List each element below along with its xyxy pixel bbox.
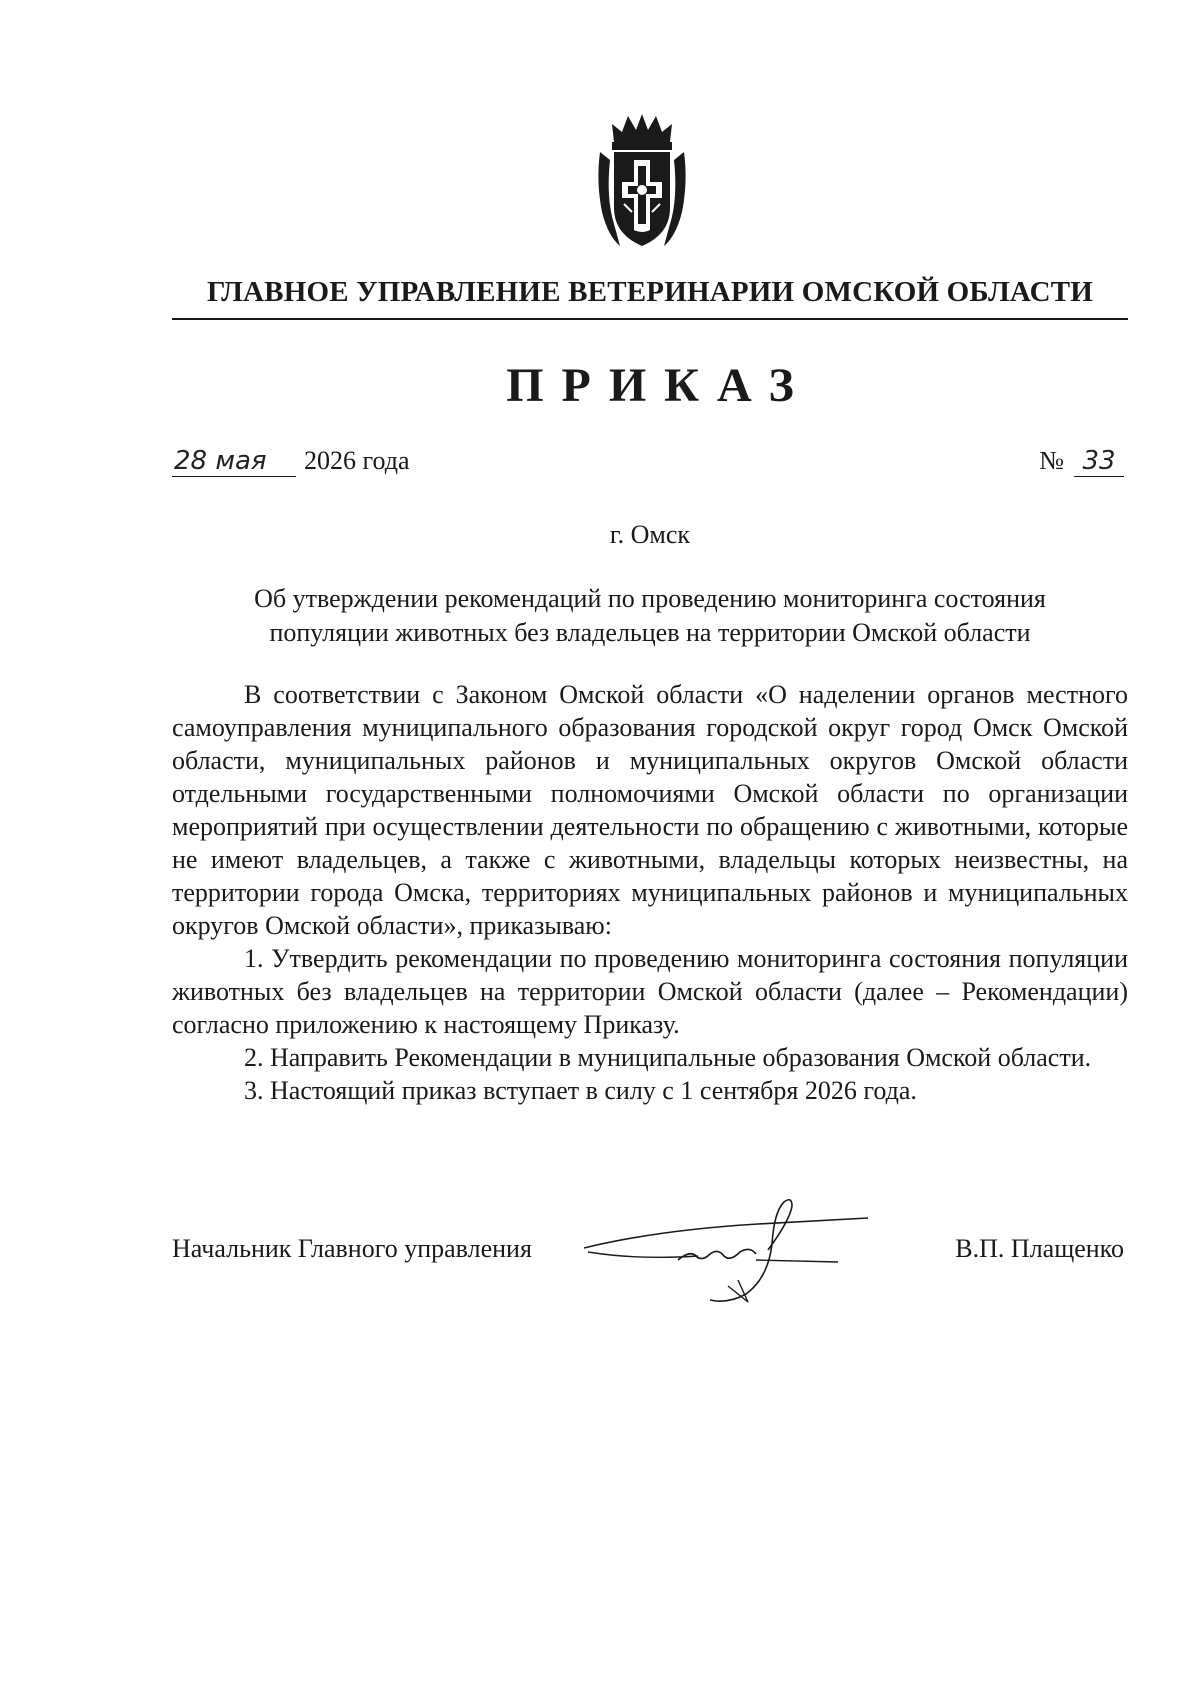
number-label: №: [1039, 446, 1064, 475]
handwritten-signature: [578, 1190, 918, 1310]
order-item-2: 2. Направить Рекомендации в муниципальные образования Омской области.: [244, 1043, 1092, 1072]
order-item-1: 1. Утвердить рекомендации по проведению мониторинга состояния популяции животных без владельцев на территории Омской области (далее – Рекомендации) согласно приложению к настоящему Приказу.: [172, 944, 1128, 1039]
preamble-paragraph: В соответствии с Законом Омской области «О наделении органов местного самоуправления муниципального образования городской округ город Омск Омской области, муниципальных районов и муниципальных округов Омской области отдельными государственными полномочиями Омской области по организации мероприятий при осуществлении деятельности по обращению с животными, которые не имеют владельцев, а также с животными, владельцы которых неизвестны, на территории города Омска, территориях муниципальных районов и муниципальных округов Омской области», приказываю:: [172, 680, 1128, 940]
coat-of-arms-icon: [594, 112, 690, 252]
signatory-title: Начальник Главного управления: [172, 1234, 532, 1263]
signatory-name: В.П. Плащенко: [955, 1234, 1124, 1263]
subject-line-2: популяции животных без владельцев на территории Омской области: [269, 618, 1031, 647]
city-line: г. Омск: [609, 520, 691, 549]
organization-name: ГЛАВНОЕ УПРАВЛЕНИЕ ВЕТЕРИНАРИИ ОМСКОЙ ОБЛАСТИ: [206, 276, 1094, 308]
document-type-title: ПРИКАЗ: [506, 359, 812, 412]
date-suffix: 2026 года: [304, 446, 410, 475]
document-subject: [172, 582, 1128, 650]
document-date: [172, 446, 410, 477]
handwritten-date: 28 мая: [172, 446, 296, 477]
document-body: [172, 678, 1128, 1107]
header-divider: [172, 318, 1128, 320]
subject-line-1: Об утверждении рекомендаций по проведению мониторинга состояния: [254, 584, 1046, 613]
document-number: [1039, 446, 1124, 477]
handwritten-number: 33: [1074, 446, 1124, 477]
order-item-3: 3. Настоящий приказ вступает в силу с 1 сентября 2026 года.: [244, 1076, 917, 1105]
